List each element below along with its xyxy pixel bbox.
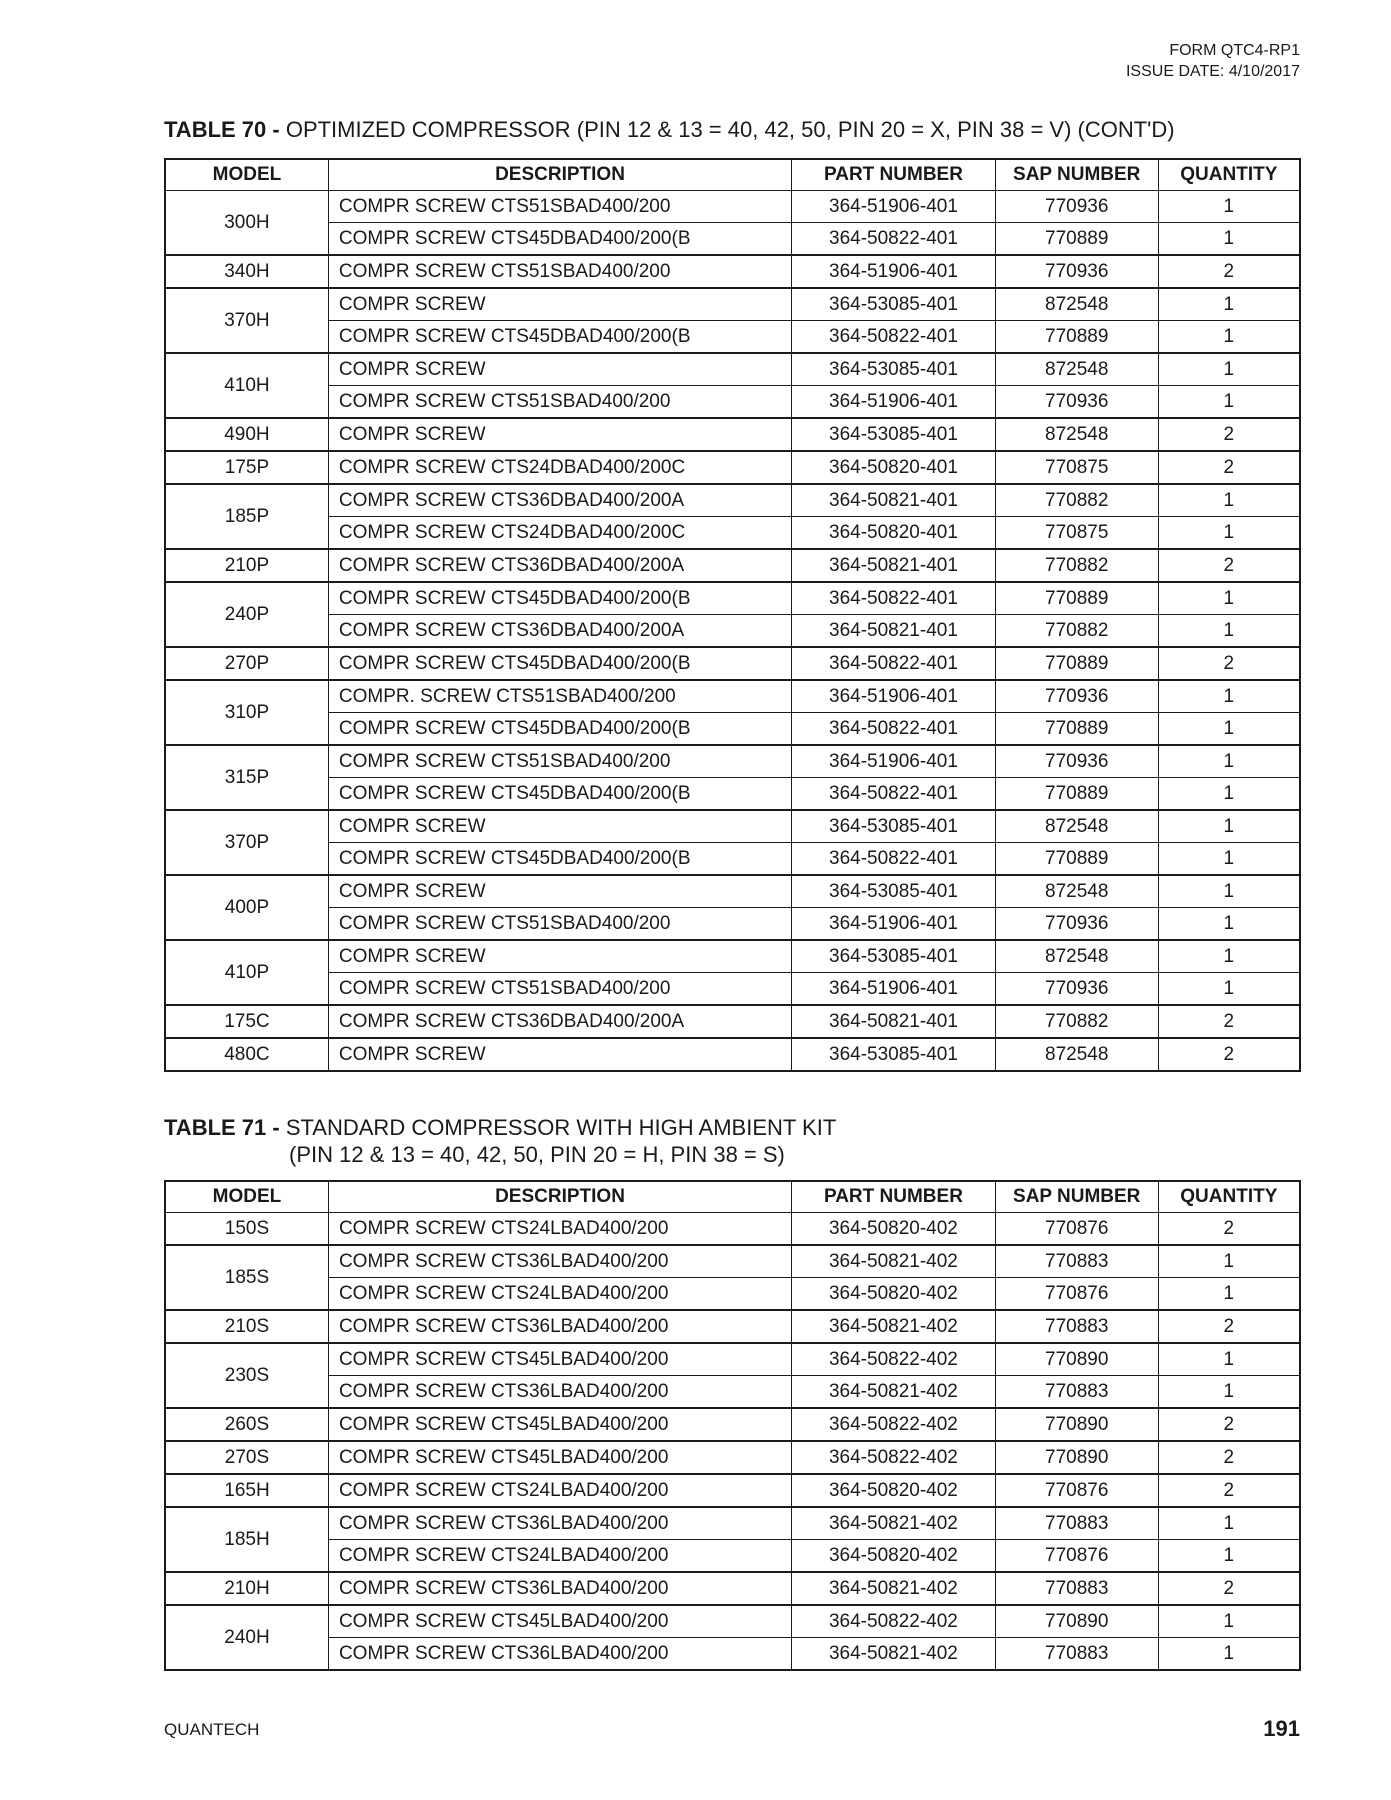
cell-description: COMPR SCREW CTS51SBAD400/200 <box>328 386 791 419</box>
table-row <box>165 615 1300 648</box>
cell-model: 175C <box>165 1005 328 1038</box>
cell-part-number: 364-50822-401 <box>792 223 996 256</box>
cell-description: COMPR SCREW <box>328 810 791 843</box>
cell-description: COMPR SCREW <box>328 875 791 908</box>
cell-quantity: 1 <box>1158 778 1300 811</box>
table-row <box>165 1605 1300 1638</box>
table-header-row <box>165 159 1300 191</box>
cell-part-number: 364-51906-401 <box>792 973 996 1006</box>
cell-description: COMPR SCREW <box>328 353 791 386</box>
cell-quantity: 1 <box>1158 1540 1300 1573</box>
cell-sap-number: 770889 <box>995 582 1158 615</box>
cell-sap-number: 770882 <box>995 549 1158 582</box>
cell-quantity: 2 <box>1158 1213 1300 1246</box>
table-row <box>165 1343 1300 1376</box>
cell-quantity: 1 <box>1158 386 1300 419</box>
table-row <box>165 940 1300 973</box>
cell-part-number: 364-50822-401 <box>792 582 996 615</box>
cell-description: COMPR SCREW CTS24DBAD400/200C <box>328 517 791 550</box>
cell-sap-number: 770883 <box>995 1310 1158 1343</box>
cell-part-number: 364-53085-401 <box>792 810 996 843</box>
cell-quantity: 2 <box>1158 1038 1300 1071</box>
cell-sap-number: 770883 <box>995 1638 1158 1671</box>
table-row <box>165 549 1300 582</box>
cell-model: 185S <box>165 1245 328 1310</box>
cell-part-number: 364-50822-401 <box>792 321 996 354</box>
cell-part-number: 364-50822-402 <box>792 1605 996 1638</box>
cell-model: 270P <box>165 647 328 680</box>
table-71-title-label: TABLE 71 - <box>164 1115 280 1140</box>
table-71-title <box>164 1114 836 1168</box>
cell-part-number: 364-50820-402 <box>792 1540 996 1573</box>
cell-model: 410H <box>165 353 328 418</box>
column-header-model: MODEL <box>165 1181 328 1213</box>
issue-date: ISSUE DATE: 4/10/2017 <box>1125 63 1300 80</box>
column-header-part-number: PART NUMBER <box>792 159 996 191</box>
cell-quantity: 1 <box>1158 1507 1300 1540</box>
table-70-title-text: OPTIMIZED COMPRESSOR (PIN 12 & 13 = 40, 42, 50, PIN 20 = X, PIN 38 = V) (CONT'D) <box>279 117 1175 142</box>
table-row <box>165 908 1300 941</box>
cell-sap-number: 770889 <box>995 843 1158 876</box>
cell-description: COMPR SCREW CTS24DBAD400/200C <box>328 451 791 484</box>
cell-part-number: 364-50822-401 <box>792 713 996 746</box>
table-row <box>165 223 1300 256</box>
cell-description: COMPR SCREW CTS45DBAD400/200(B <box>328 582 791 615</box>
cell-description: COMPR SCREW CTS45LBAD400/200 <box>328 1441 791 1474</box>
cell-part-number: 364-53085-401 <box>792 288 996 321</box>
cell-quantity: 1 <box>1158 321 1300 354</box>
table-row <box>165 353 1300 386</box>
cell-description: COMPR SCREW CTS36LBAD400/200 <box>328 1572 791 1605</box>
cell-part-number: 364-53085-401 <box>792 418 996 451</box>
cell-quantity: 1 <box>1158 484 1300 517</box>
cell-description: COMPR SCREW CTS51SBAD400/200 <box>328 973 791 1006</box>
table-71-body <box>165 1213 1300 1671</box>
cell-sap-number: 872548 <box>995 353 1158 386</box>
cell-quantity: 1 <box>1158 1638 1300 1671</box>
cell-sap-number: 770889 <box>995 223 1158 256</box>
table-row <box>165 1572 1300 1605</box>
cell-description: COMPR SCREW CTS36DBAD400/200A <box>328 1005 791 1038</box>
cell-part-number: 364-50821-402 <box>792 1572 996 1605</box>
cell-sap-number: 770890 <box>995 1408 1158 1441</box>
cell-description: COMPR SCREW CTS45DBAD400/200(B <box>328 321 791 354</box>
table-71-title-text: STANDARD COMPRESSOR WITH HIGH AMBIENT KIT <box>279 1115 837 1140</box>
cell-part-number: 364-50820-402 <box>792 1278 996 1311</box>
table-row <box>165 680 1300 713</box>
cell-quantity: 2 <box>1158 549 1300 582</box>
cell-description: COMPR SCREW CTS45LBAD400/200 <box>328 1605 791 1638</box>
cell-description: COMPR SCREW CTS51SBAD400/200 <box>328 191 791 223</box>
table-row <box>165 1310 1300 1343</box>
cell-sap-number: 770882 <box>995 484 1158 517</box>
table-row <box>165 1245 1300 1278</box>
cell-quantity: 1 <box>1158 810 1300 843</box>
table-row <box>165 288 1300 321</box>
cell-quantity: 1 <box>1158 875 1300 908</box>
cell-quantity: 2 <box>1158 1441 1300 1474</box>
cell-description: COMPR SCREW CTS51SBAD400/200 <box>328 745 791 778</box>
cell-part-number: 364-51906-401 <box>792 745 996 778</box>
cell-sap-number: 770936 <box>995 973 1158 1006</box>
table-row <box>165 875 1300 908</box>
cell-description: COMPR SCREW CTS45DBAD400/200(B <box>328 647 791 680</box>
cell-quantity: 1 <box>1158 223 1300 256</box>
footer-brand: QUANTECH <box>164 1720 260 1739</box>
cell-model: 240H <box>165 1605 328 1670</box>
cell-part-number: 364-50820-401 <box>792 517 996 550</box>
cell-description: COMPR SCREW CTS24LBAD400/200 <box>328 1474 791 1507</box>
cell-sap-number: 770890 <box>995 1343 1158 1376</box>
cell-description: COMPR SCREW CTS45LBAD400/200 <box>328 1343 791 1376</box>
cell-description: COMPR SCREW <box>328 288 791 321</box>
cell-model: 490H <box>165 418 328 451</box>
column-header-description: DESCRIPTION <box>328 159 791 191</box>
cell-sap-number: 770883 <box>995 1572 1158 1605</box>
cell-description: COMPR SCREW CTS24LBAD400/200 <box>328 1213 791 1246</box>
cell-sap-number: 770936 <box>995 191 1158 223</box>
cell-part-number: 364-50822-401 <box>792 647 996 680</box>
table-row <box>165 191 1300 223</box>
cell-sap-number: 770883 <box>995 1507 1158 1540</box>
cell-model: 210H <box>165 1572 328 1605</box>
cell-model: 240P <box>165 582 328 647</box>
cell-quantity: 2 <box>1158 647 1300 680</box>
table-row <box>165 973 1300 1006</box>
table-row <box>165 1474 1300 1507</box>
cell-description: COMPR SCREW CTS45DBAD400/200(B <box>328 778 791 811</box>
cell-sap-number: 770875 <box>995 517 1158 550</box>
table-row <box>165 1038 1300 1071</box>
cell-quantity: 1 <box>1158 353 1300 386</box>
cell-sap-number: 770883 <box>995 1245 1158 1278</box>
cell-description: COMPR SCREW <box>328 418 791 451</box>
cell-quantity: 1 <box>1158 973 1300 1006</box>
cell-quantity: 1 <box>1158 1245 1300 1278</box>
cell-sap-number: 770875 <box>995 451 1158 484</box>
table-row <box>165 1278 1300 1311</box>
cell-sap-number: 770936 <box>995 745 1158 778</box>
cell-description: COMPR SCREW <box>328 940 791 973</box>
table-row <box>165 321 1300 354</box>
table-row <box>165 484 1300 517</box>
form-number: FORM QTC4-RP1 <box>1169 42 1300 59</box>
column-header-sap-number: SAP NUMBER <box>995 1181 1158 1213</box>
cell-part-number: 364-50822-401 <box>792 843 996 876</box>
cell-sap-number: 770890 <box>995 1605 1158 1638</box>
cell-sap-number: 770936 <box>995 386 1158 419</box>
table-row <box>165 1638 1300 1671</box>
cell-description: COMPR SCREW CTS36DBAD400/200A <box>328 615 791 648</box>
cell-part-number: 364-50821-402 <box>792 1507 996 1540</box>
cell-quantity: 1 <box>1158 713 1300 746</box>
cell-part-number: 364-50821-402 <box>792 1638 996 1671</box>
document-header <box>1126 40 1300 82</box>
cell-description: COMPR SCREW CTS24LBAD400/200 <box>328 1540 791 1573</box>
cell-part-number: 364-50822-402 <box>792 1441 996 1474</box>
cell-sap-number: 770936 <box>995 680 1158 713</box>
cell-sap-number: 770876 <box>995 1540 1158 1573</box>
cell-quantity: 2 <box>1158 1310 1300 1343</box>
cell-sap-number: 770883 <box>995 1376 1158 1409</box>
cell-part-number: 364-53085-401 <box>792 875 996 908</box>
cell-part-number: 364-50822-402 <box>792 1343 996 1376</box>
cell-description: COMPR SCREW CTS45LBAD400/200 <box>328 1408 791 1441</box>
table-row <box>165 647 1300 680</box>
table-71 <box>164 1180 1301 1671</box>
cell-part-number: 364-51906-401 <box>792 255 996 288</box>
table-70-body <box>165 191 1300 1072</box>
cell-sap-number: 770936 <box>995 908 1158 941</box>
cell-model: 270S <box>165 1441 328 1474</box>
table-row <box>165 517 1300 550</box>
cell-model: 300H <box>165 191 328 256</box>
cell-model: 175P <box>165 451 328 484</box>
cell-model: 185H <box>165 1507 328 1572</box>
table-row <box>165 713 1300 746</box>
cell-model: 165H <box>165 1474 328 1507</box>
table-70-title-label: TABLE 70 - <box>164 117 280 142</box>
cell-description: COMPR SCREW CTS45DBAD400/200(B <box>328 223 791 256</box>
cell-part-number: 364-53085-401 <box>792 1038 996 1071</box>
cell-description: COMPR SCREW CTS36LBAD400/200 <box>328 1638 791 1671</box>
table-row <box>165 418 1300 451</box>
cell-model: 400P <box>165 875 328 940</box>
cell-quantity: 2 <box>1158 451 1300 484</box>
cell-model: 210S <box>165 1310 328 1343</box>
cell-description: COMPR SCREW CTS45DBAD400/200(B <box>328 843 791 876</box>
cell-part-number: 364-50820-402 <box>792 1213 996 1246</box>
cell-sap-number: 770876 <box>995 1278 1158 1311</box>
cell-description: COMPR SCREW CTS51SBAD400/200 <box>328 908 791 941</box>
cell-sap-number: 770889 <box>995 647 1158 680</box>
column-header-description: DESCRIPTION <box>328 1181 791 1213</box>
cell-sap-number: 770890 <box>995 1441 1158 1474</box>
cell-quantity: 2 <box>1158 418 1300 451</box>
column-header-sap-number: SAP NUMBER <box>995 159 1158 191</box>
column-header-quantity: QUANTITY <box>1158 1181 1300 1213</box>
cell-sap-number: 770889 <box>995 713 1158 746</box>
cell-sap-number: 770936 <box>995 255 1158 288</box>
cell-description: COMPR SCREW CTS45DBAD400/200(B <box>328 713 791 746</box>
cell-quantity: 1 <box>1158 843 1300 876</box>
cell-sap-number: 770882 <box>995 1005 1158 1038</box>
table-row <box>165 1540 1300 1573</box>
cell-description: COMPR SCREW CTS36LBAD400/200 <box>328 1310 791 1343</box>
cell-sap-number: 872548 <box>995 810 1158 843</box>
cell-quantity: 1 <box>1158 191 1300 223</box>
table-row <box>165 255 1300 288</box>
cell-quantity: 1 <box>1158 517 1300 550</box>
cell-model: 185P <box>165 484 328 549</box>
cell-sap-number: 872548 <box>995 875 1158 908</box>
cell-model: 370H <box>165 288 328 353</box>
table-70-title <box>164 116 1175 143</box>
cell-description: COMPR SCREW CTS36DBAD400/200A <box>328 484 791 517</box>
cell-quantity: 1 <box>1158 615 1300 648</box>
cell-quantity: 2 <box>1158 1474 1300 1507</box>
cell-model: 315P <box>165 745 328 810</box>
cell-part-number: 364-50821-402 <box>792 1310 996 1343</box>
cell-quantity: 1 <box>1158 1605 1300 1638</box>
cell-part-number: 364-50821-401 <box>792 549 996 582</box>
cell-sap-number: 872548 <box>995 1038 1158 1071</box>
table-70 <box>164 158 1301 1072</box>
cell-sap-number: 872548 <box>995 288 1158 321</box>
cell-model: 310P <box>165 680 328 745</box>
table-row <box>165 1376 1300 1409</box>
cell-description: COMPR SCREW CTS51SBAD400/200 <box>328 255 791 288</box>
cell-part-number: 364-51906-401 <box>792 191 996 223</box>
cell-part-number: 364-51906-401 <box>792 680 996 713</box>
cell-description: COMPR SCREW <box>328 1038 791 1071</box>
cell-description: COMPR SCREW CTS36DBAD400/200A <box>328 549 791 582</box>
cell-model: 480C <box>165 1038 328 1071</box>
cell-part-number: 364-51906-401 <box>792 908 996 941</box>
cell-part-number: 364-53085-401 <box>792 353 996 386</box>
cell-part-number: 364-50820-402 <box>792 1474 996 1507</box>
cell-part-number: 364-50821-401 <box>792 484 996 517</box>
cell-description: COMPR SCREW CTS36LBAD400/200 <box>328 1245 791 1278</box>
table-row <box>165 1408 1300 1441</box>
cell-quantity: 1 <box>1158 1376 1300 1409</box>
cell-quantity: 1 <box>1158 940 1300 973</box>
cell-quantity: 2 <box>1158 255 1300 288</box>
cell-description: COMPR. SCREW CTS51SBAD400/200 <box>328 680 791 713</box>
table-row <box>165 745 1300 778</box>
cell-description: COMPR SCREW CTS24LBAD400/200 <box>328 1278 791 1311</box>
table-row <box>165 1441 1300 1474</box>
column-header-model: MODEL <box>165 159 328 191</box>
cell-model: 410P <box>165 940 328 1005</box>
cell-quantity: 1 <box>1158 1343 1300 1376</box>
column-header-part-number: PART NUMBER <box>792 1181 996 1213</box>
page-number: 191 <box>1263 1716 1300 1741</box>
cell-sap-number: 770882 <box>995 615 1158 648</box>
cell-part-number: 364-51906-401 <box>792 386 996 419</box>
cell-description: COMPR SCREW CTS36LBAD400/200 <box>328 1507 791 1540</box>
cell-quantity: 1 <box>1158 908 1300 941</box>
table-row <box>165 1005 1300 1038</box>
cell-quantity: 1 <box>1158 288 1300 321</box>
cell-quantity: 2 <box>1158 1572 1300 1605</box>
cell-part-number: 364-50822-402 <box>792 1408 996 1441</box>
cell-model: 150S <box>165 1213 328 1246</box>
cell-quantity: 1 <box>1158 680 1300 713</box>
cell-sap-number: 872548 <box>995 940 1158 973</box>
cell-sap-number: 770876 <box>995 1213 1158 1246</box>
table-row <box>165 778 1300 811</box>
cell-part-number: 364-50821-401 <box>792 615 996 648</box>
cell-part-number: 364-50822-401 <box>792 778 996 811</box>
table-row <box>165 386 1300 419</box>
table-71-title-subtext: (PIN 12 & 13 = 40, 42, 50, PIN 20 = H, PIN 38 = S) <box>289 1142 785 1167</box>
table-row <box>165 1507 1300 1540</box>
cell-quantity: 1 <box>1158 1278 1300 1311</box>
cell-quantity: 1 <box>1158 582 1300 615</box>
cell-quantity: 2 <box>1158 1005 1300 1038</box>
cell-sap-number: 872548 <box>995 418 1158 451</box>
cell-quantity: 1 <box>1158 745 1300 778</box>
cell-quantity: 2 <box>1158 1408 1300 1441</box>
table-row <box>165 810 1300 843</box>
cell-sap-number: 770876 <box>995 1474 1158 1507</box>
table-row <box>165 582 1300 615</box>
cell-model: 230S <box>165 1343 328 1408</box>
table-row <box>165 843 1300 876</box>
cell-part-number: 364-53085-401 <box>792 940 996 973</box>
cell-part-number: 364-50821-402 <box>792 1245 996 1278</box>
table-row <box>165 451 1300 484</box>
cell-model: 210P <box>165 549 328 582</box>
cell-part-number: 364-50821-402 <box>792 1376 996 1409</box>
table-header-row <box>165 1181 1300 1213</box>
column-header-quantity: QUANTITY <box>1158 159 1300 191</box>
cell-part-number: 364-50821-401 <box>792 1005 996 1038</box>
cell-sap-number: 770889 <box>995 321 1158 354</box>
cell-model: 370P <box>165 810 328 875</box>
cell-part-number: 364-50820-401 <box>792 451 996 484</box>
cell-model: 260S <box>165 1408 328 1441</box>
table-row <box>165 1213 1300 1246</box>
cell-model: 340H <box>165 255 328 288</box>
cell-description: COMPR SCREW CTS36LBAD400/200 <box>328 1376 791 1409</box>
cell-sap-number: 770889 <box>995 778 1158 811</box>
